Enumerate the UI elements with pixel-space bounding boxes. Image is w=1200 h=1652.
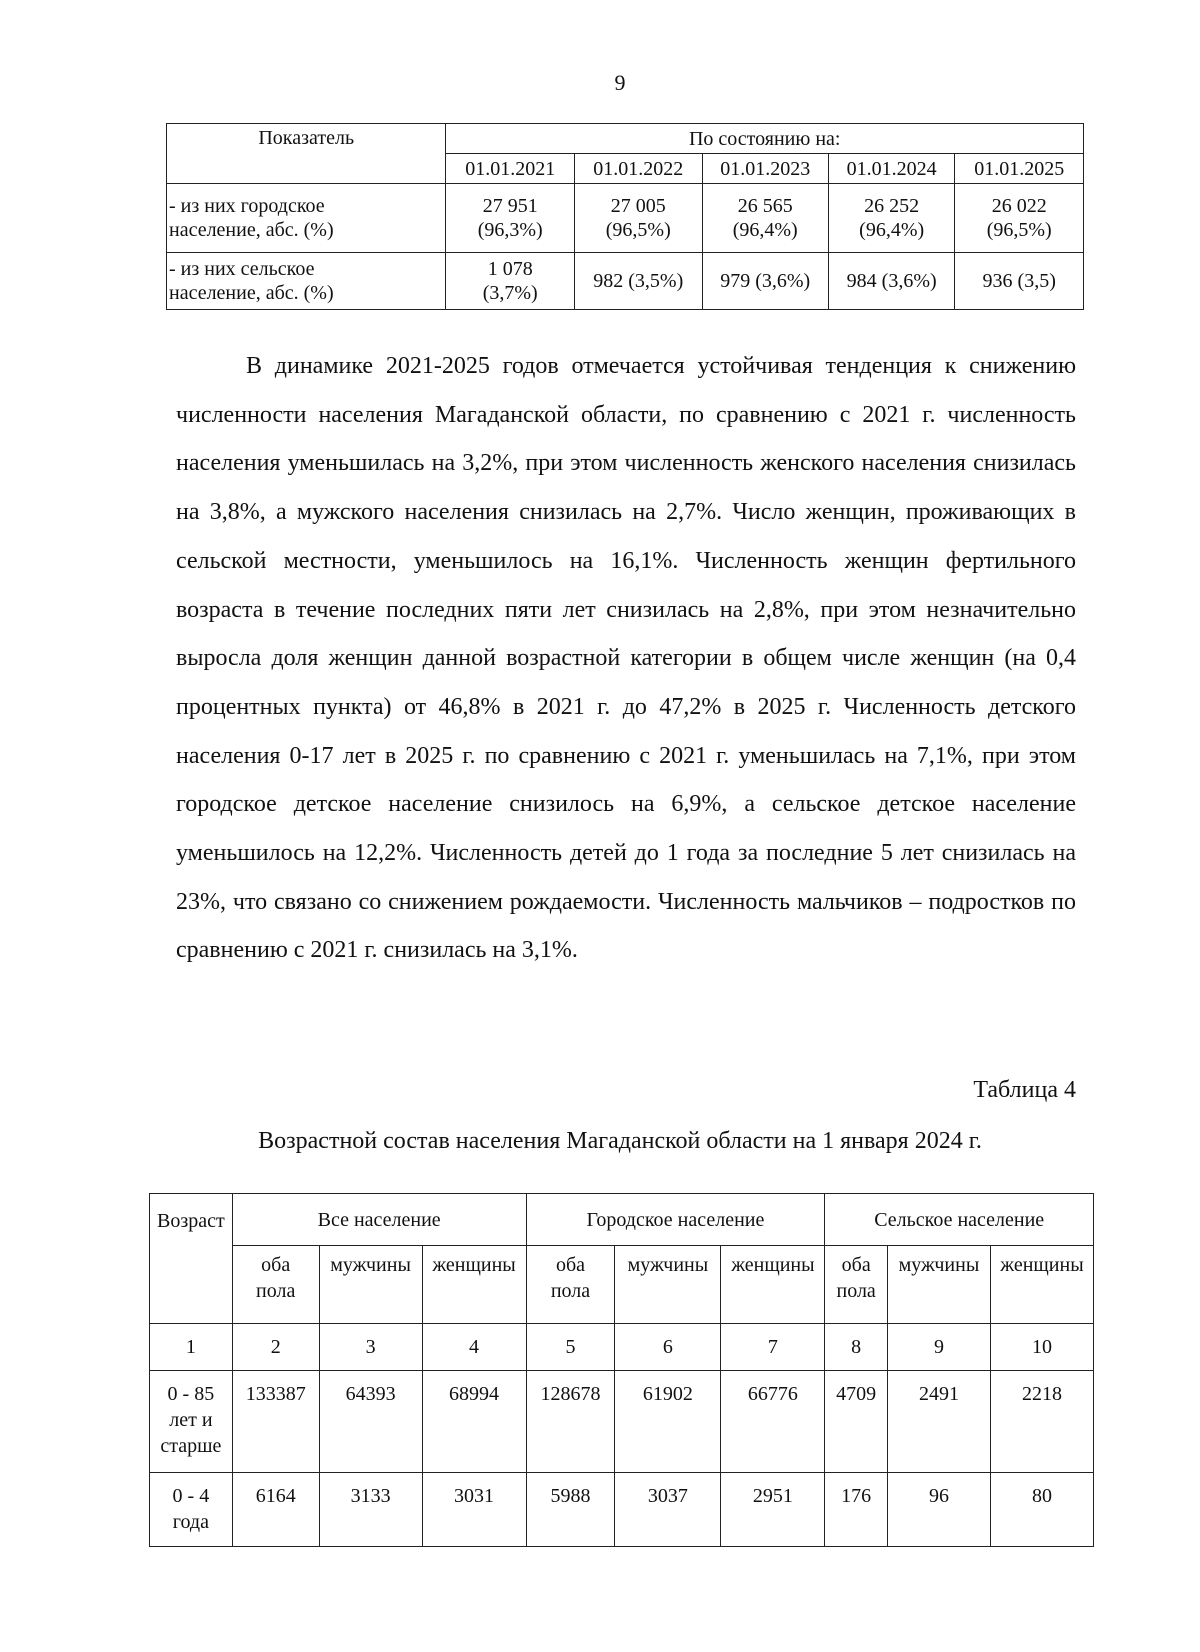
table-cell: 3031 [422, 1473, 526, 1547]
page-number: 9 [614, 70, 626, 95]
subcol-header: женщины [990, 1246, 1093, 1324]
column-number: 6 [615, 1324, 721, 1371]
table-cell: 5988 [526, 1473, 615, 1547]
date-header: 01.01.2021 [446, 154, 575, 184]
table-cell: 979 (3,6%) [702, 253, 828, 310]
column-number: 8 [825, 1324, 888, 1371]
table-cell: 3037 [615, 1473, 721, 1547]
column-number: 7 [721, 1324, 825, 1371]
table-cell: 982 (3,5%) [575, 253, 703, 310]
group-header: Сельское население [825, 1194, 1094, 1246]
date-header: 01.01.2022 [575, 154, 703, 184]
table-cell: 26 022 (96,5%) [955, 184, 1084, 253]
subcol-header: мужчины [887, 1246, 990, 1324]
table-cell: 61902 [615, 1371, 721, 1473]
subcol-header: мужчины [319, 1246, 422, 1324]
header-indicator: Показатель [167, 124, 446, 184]
row-label: - из них сельское население, абс. (%) [167, 253, 446, 310]
subcol-header: женщины [422, 1246, 526, 1324]
group-header: Все население [232, 1194, 526, 1246]
table-cell: 2218 [990, 1371, 1093, 1473]
table-row [150, 1371, 1094, 1473]
column-number: 10 [990, 1324, 1093, 1371]
table-row [150, 1473, 1094, 1547]
table-cell: 4709 [825, 1371, 888, 1473]
table-cell: 64393 [319, 1371, 422, 1473]
column-number: 5 [526, 1324, 615, 1371]
population-table [166, 123, 1084, 310]
column-number-row [150, 1324, 1094, 1371]
paragraph: В динамике 2021-2025 годов отмечается устойчивая тенденция к снижению численности населения Магаданской области, по сравнению с 2021 г. численность населения уменьшилась на 3,2%, при этом численность женского населения снизилась на 3,8%, а мужского населения снизилась на 2,7%. Число женщин, проживающих в сельской местности, уменьшилось на 16,1%. Численность женщин фертильного возраста в течение последних пяти лет снизилась на 2,8%, при этом незначительно выросла доля женщин данной возрастной категории в общем числе женщин (на 0,4 процентных пункта) от 46,8% в 2021 г. до 47,2% в 2025 г. Численность детского населения 0-17 лет в 2025 г. по сравнению с 2021 г. уменьшилась на 7,1%, при этом городское детское население снизилось на 6,9%, а сельское детское население уменьшилось на 12,2%. Численность детей до 1 года за последние 5 лет снизилась на 23%, что связано со снижением рождаемости. Численность мальчиков – подростков по сравнению с 2021 г. снизилась на 3,1%. [176, 353, 1076, 964]
table-title: Возрастной состав населения Магаданской области на 1 января 2024 г. [258, 1128, 982, 1154]
table-cell: 27 005 (96,5%) [575, 184, 703, 253]
table-cell: 68994 [422, 1371, 526, 1473]
table-row [167, 184, 1084, 253]
table-cell: 176 [825, 1473, 888, 1547]
header-state: По состоянию на: [446, 124, 1084, 154]
subcol-header: оба пола [526, 1246, 615, 1324]
subcol-header: оба пола [825, 1246, 888, 1324]
age-cell: 0 - 85 лет и старше [150, 1371, 233, 1473]
table-cell: 27 951 (96,3%) [446, 184, 575, 253]
date-header: 01.01.2023 [702, 154, 828, 184]
subcol-header: оба пола [232, 1246, 319, 1324]
subcol-header: мужчины [615, 1246, 721, 1324]
subcol-header: женщины [721, 1246, 825, 1324]
column-number: 3 [319, 1324, 422, 1371]
table-cell: 66776 [721, 1371, 825, 1473]
age-composition-table [149, 1193, 1094, 1547]
table-cell: 133387 [232, 1371, 319, 1473]
column-number: 9 [887, 1324, 990, 1371]
date-header: 01.01.2024 [828, 154, 954, 184]
table-cell: 26 565 (96,4%) [702, 184, 828, 253]
table-row [167, 253, 1084, 310]
table-cell: 2491 [887, 1371, 990, 1473]
date-header: 01.01.2025 [955, 154, 1084, 184]
body-text [176, 342, 1076, 975]
table-cell: 128678 [526, 1371, 615, 1473]
row-label: - из них городское население, абс. (%) [167, 184, 446, 253]
table-cell: 2951 [721, 1473, 825, 1547]
table-cell: 26 252 (96,4%) [828, 184, 954, 253]
table-cell: 3133 [319, 1473, 422, 1547]
table-cell: 936 (3,5) [955, 253, 1084, 310]
table-cell: 96 [887, 1473, 990, 1547]
column-number: 2 [232, 1324, 319, 1371]
table-label: Таблица 4 [973, 1077, 1076, 1103]
table-cell: 6164 [232, 1473, 319, 1547]
table-cell: 1 078 (3,7%) [446, 253, 575, 310]
age-cell: 0 - 4 года [150, 1473, 233, 1547]
column-number: 4 [422, 1324, 526, 1371]
column-number: 1 [150, 1324, 233, 1371]
table-cell: 984 (3,6%) [828, 253, 954, 310]
group-header: Городское население [526, 1194, 825, 1246]
age-header: Возраст [150, 1194, 233, 1324]
table-cell: 80 [990, 1473, 1093, 1547]
